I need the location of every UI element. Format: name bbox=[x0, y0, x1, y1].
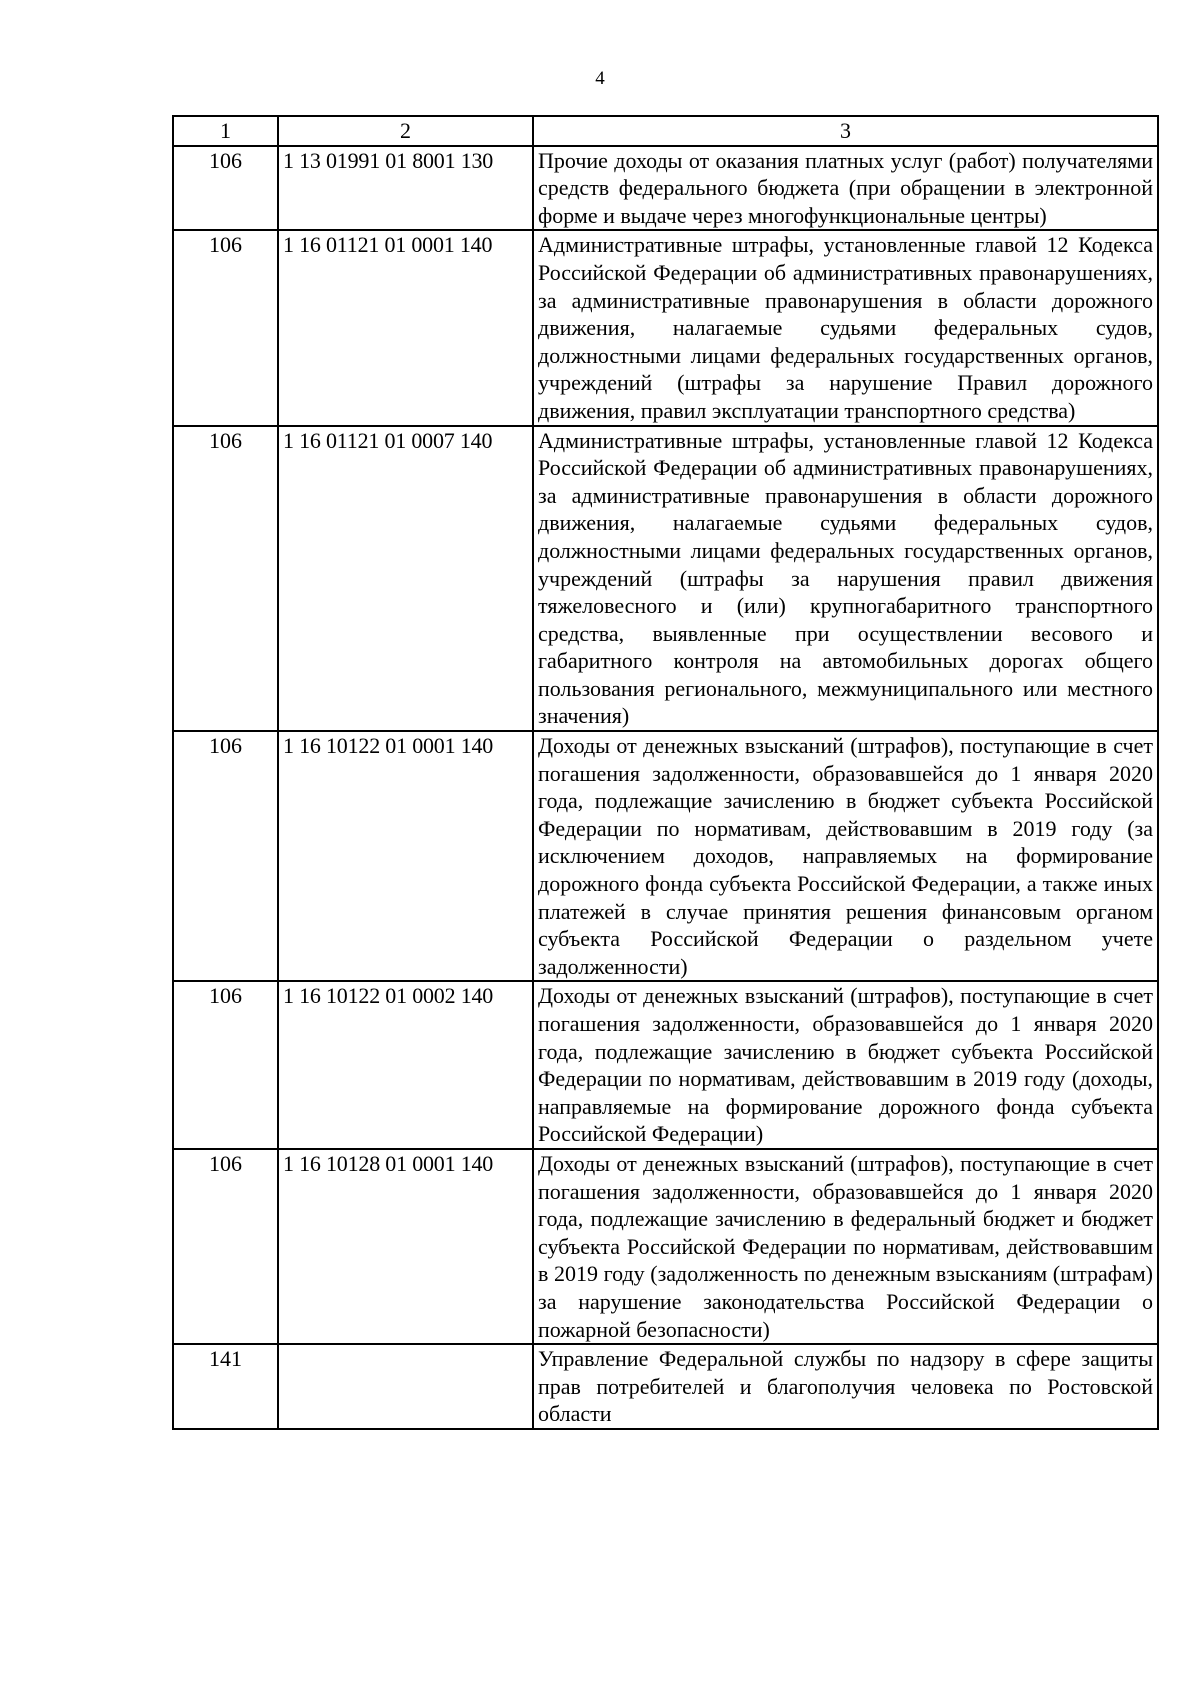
admin-code-cell: 106 bbox=[173, 731, 278, 981]
revenue-code-cell: 1 16 01121 01 0001 140 bbox=[278, 230, 533, 425]
table-header-row bbox=[173, 116, 1158, 146]
revenue-code-cell: 1 16 10122 01 0001 140 bbox=[278, 731, 533, 981]
table-row bbox=[173, 1149, 1158, 1344]
revenue-code-cell: 1 16 01121 01 0007 140 bbox=[278, 426, 533, 732]
column-header-1: 1 bbox=[173, 116, 278, 146]
budget-codes-table bbox=[172, 115, 1159, 1430]
admin-code-cell: 106 bbox=[173, 981, 278, 1149]
table-row bbox=[173, 426, 1158, 732]
page-number: 4 bbox=[595, 68, 605, 89]
description-cell: Доходы от денежных взысканий (штрафов), поступающие в счет погашения задолженности, образовавшейся до 1 января 2020 года, подлежащие зачислению в бюджет субъекта Российской Федерации по нормативам, действовавшим в 2019 году (доходы, направляемые на формирование дорожного фонда субъекта Российской Федерации) bbox=[533, 981, 1158, 1149]
admin-code-cell: 141 bbox=[173, 1344, 278, 1429]
table-row bbox=[173, 981, 1158, 1149]
description-cell: Доходы от денежных взысканий (штрафов), поступающие в счет погашения задолженности, образовавшейся до 1 января 2020 года, подлежащие зачислению в федеральный бюджет и бюджет субъекта Российской Федерации по нормативам, действовавшим в 2019 году (задолженность по денежным взысканиям (штрафам) за нарушение законодательства Российской Федерации о пожарной безопасности) bbox=[533, 1149, 1158, 1344]
table-row bbox=[173, 731, 1158, 981]
description-cell: Административные штрафы, установленные главой 12 Кодекса Российской Федерации об административных правонарушениях, за административные правонарушения в области дорожного движения, налагаемые судьями федеральных судов, должностными лицами федеральных государственных органов, учреждений (штрафы за нарушение Правил дорожного движения, правил эксплуатации транспортного средства) bbox=[533, 230, 1158, 425]
description-cell: Управление Федеральной службы по надзору в сфере защиты прав потребителей и благополучия человека по Ростовской области bbox=[533, 1344, 1158, 1429]
description-cell: Прочие доходы от оказания платных услуг (работ) получателями средств федерального бюджета (при обращении в электронной форме и выдаче через многофункциональные центры) bbox=[533, 146, 1158, 231]
column-header-2: 2 bbox=[278, 116, 533, 146]
admin-code-cell: 106 bbox=[173, 1149, 278, 1344]
column-header-3: 3 bbox=[533, 116, 1158, 146]
table-row bbox=[173, 230, 1158, 425]
table-row bbox=[173, 1344, 1158, 1429]
table-row bbox=[173, 146, 1158, 231]
revenue-code-cell bbox=[278, 1344, 533, 1429]
revenue-code-cell: 1 16 10128 01 0001 140 bbox=[278, 1149, 533, 1344]
admin-code-cell: 106 bbox=[173, 230, 278, 425]
description-cell: Доходы от денежных взысканий (штрафов), поступающие в счет погашения задолженности, образовавшейся до 1 января 2020 года, подлежащие зачислению в бюджет субъекта Российской Федерации по нормативам, действовавшим в 2019 году (за исключением доходов, направляемых на формирование дорожного фонда субъекта Российской Федерации, а также иных платежей в случае принятия решения финансовым органом субъекта Российской Федерации о раздельном учете задолженности) bbox=[533, 731, 1158, 981]
revenue-code-cell: 1 13 01991 01 8001 130 bbox=[278, 146, 533, 231]
admin-code-cell: 106 bbox=[173, 146, 278, 231]
revenue-code-cell: 1 16 10122 01 0002 140 bbox=[278, 981, 533, 1149]
admin-code-cell: 106 bbox=[173, 426, 278, 732]
description-cell: Административные штрафы, установленные главой 12 Кодекса Российской Федерации об административных правонарушениях, за административные правонарушения в области дорожного движения, налагаемые судьями федеральных судов, должностными лицами федеральных государственных органов, учреждений (штрафы за нарушения правил движения тяжеловесного и (или) крупногабаритного транспортного средства, выявленные при осуществлении весового и габаритного контроля на автомобильных дорогах общего пользования регионального, межмуниципального или местного значения) bbox=[533, 426, 1158, 732]
